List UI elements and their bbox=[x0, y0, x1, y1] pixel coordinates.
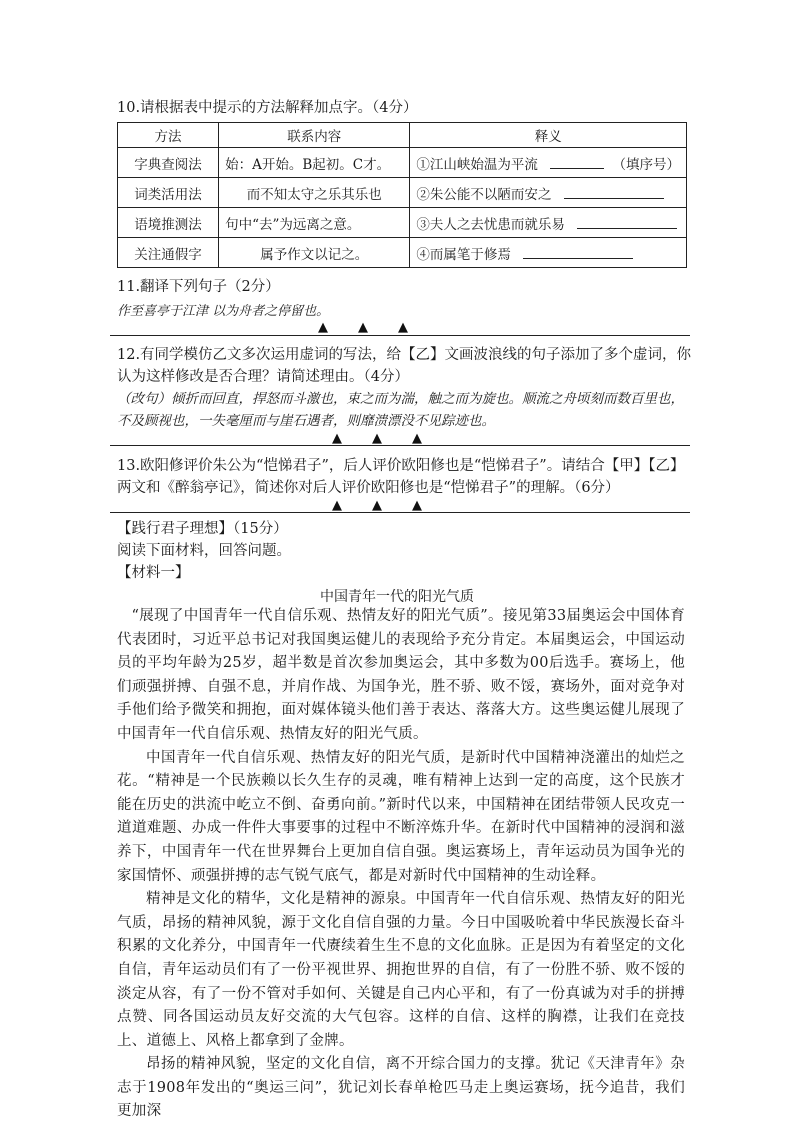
meaning-item: ③夫人之去忧患而就乐易 bbox=[416, 216, 565, 233]
meaning-item: ②朱公能不以陋而安之 bbox=[416, 186, 552, 203]
answer-space-marker bbox=[318, 320, 408, 335]
table-cell-meaning bbox=[410, 208, 687, 238]
triangle-icon: ▲ bbox=[318, 320, 328, 335]
answer-line bbox=[110, 335, 690, 336]
triangle-icon: ▲ bbox=[412, 498, 422, 513]
fill-hint: （填序号） bbox=[612, 156, 680, 173]
table-row bbox=[118, 208, 687, 238]
table-row bbox=[118, 178, 687, 208]
answer-line bbox=[110, 512, 690, 513]
article-paragraph: “展现了中国青年一代自信乐观、热情友好的阳光气质”。接见第33届奥运会中国体育代表团时，习近平总书记对我国奥运健儿的表现给予充分肯定。本届奥运会，中国运动员的平均年龄为25岁，超半数是首次参加奥运会，其中多数为00后选手。赛场上，他们顽强拼搏、自强不息，并肩作战、为国争光，胜不骄、败不馁，赛场外，面对竞争对手他们给予微笑和拥抱，面对媒体镜头他们善于表达、落落大方。这些奥运健儿展现了中国青年一代自信乐观、热情友好的阳光气质。 bbox=[117, 608, 685, 742]
handwritten-sentences: 作至喜亭于江津 以为舟者之停留也。 bbox=[117, 304, 330, 319]
article-paragraph: 精神是文化的精华，文化是精神的源泉。中国青年一代自信乐观、热情友好的阳光气质，昂扬的精神风貌，源于文化自信自强的力量。今日中国吸吮着中华民族漫长奋斗积累的文化养分，中国青年一代赓续着生生不息的文化血脉。正是因为有着坚定的文化自信，青年运动员们有了一份平视世界、拥抱世界的自信，有了一份胜不骄、败不馁的淡定从容，有了一份不管对手如何、关键是自己内心平和，有了一份真诚为对手的拼搏点赞、同各国运动员友好交流的大气包容。这样的自信、这样的胸襟，让我们在竞技上、道德上、风格上都拿到了金牌。 bbox=[117, 891, 685, 1049]
table-header-method: 方法 bbox=[118, 123, 219, 148]
question-10-prompt: 10.请根据表中提示的方法解释加点字。（4分） bbox=[117, 100, 418, 116]
table-row bbox=[118, 148, 687, 178]
answer-blank[interactable] bbox=[550, 156, 604, 169]
table-cell-method: 字典查阅法 bbox=[118, 148, 219, 178]
answer-space-marker bbox=[332, 498, 422, 513]
triangle-icon: ▲ bbox=[358, 320, 368, 335]
answer-line bbox=[110, 445, 690, 446]
answer-space-marker bbox=[332, 431, 422, 446]
table-header-row bbox=[118, 123, 687, 148]
table-header-meaning: 释义 bbox=[410, 123, 687, 148]
answer-blank[interactable] bbox=[577, 216, 677, 229]
triangle-icon: ▲ bbox=[372, 498, 382, 513]
question-11-prompt: 11.翻译下列句子（2分） bbox=[117, 279, 280, 295]
article-body bbox=[117, 605, 685, 1124]
article-paragraph: 昂扬的精神风貌，坚定的文化自信，离不开综合国力的支撑。犹记《天津青年》杂志于1908年发出的“奥运三问”，犹记刘长春单枪匹马走上奥运赛场，抚今追昔，我们更加深 bbox=[117, 1056, 685, 1120]
table-cell-method: 词类活用法 bbox=[118, 178, 219, 208]
table-cell-meaning bbox=[410, 178, 687, 208]
article-paragraph: 中国青年一代自信乐观、热情友好的阳光气质，是新时代中国精神浇灌出的灿烂之花。“精神是一个民族赖以长久生存的灵魂，唯有精神上达到一定的高度，这个民族才能在历史的洪流中屹立不倒、奋勇向前。”新时代以来，中国精神在团结带领人民攻克一道道难题、办成一件件大事要事的过程中不断淬炼升华。在新时代中国精神的浸润和滋养下，中国青年一代在世界舞台上更加自信自强。奥运赛场上，青年运动员为国争光的家国情怀、顽强拼搏的志气锐气底气，都是对新时代中国精神的生动诠释。 bbox=[117, 749, 685, 884]
section-title: 【践行君子理想】（15分） bbox=[117, 521, 288, 537]
table-cell-context: 始：A开始。B起初。C才。 bbox=[219, 148, 410, 178]
table-cell-context: 句中“去”为远离之意。 bbox=[219, 208, 410, 238]
table-cell-context: 属予作文以记之。 bbox=[219, 238, 410, 268]
material-label: 【材料一】 bbox=[117, 565, 190, 581]
article-title: 中国青年一代的阳光气质 bbox=[320, 589, 474, 605]
question-13-prompt: 13.欧阳修评价朱公为“恺悌君子”，后人评价欧阳修也是“恺悌君子”。请结合【甲】【乙】两文和《醉翁亭记》，简述你对后人评价欧阳修也是“恺悌君子”的理解。（6分） bbox=[117, 458, 685, 496]
triangle-icon: ▲ bbox=[332, 431, 342, 446]
meaning-item: ①江山峡始温为平流 bbox=[416, 156, 538, 173]
triangle-icon: ▲ bbox=[398, 320, 408, 335]
triangle-icon: ▲ bbox=[372, 431, 382, 446]
question-12-prompt: 12.有同学模仿乙文多次运用虚词的写法，给【乙】文画波浪线的句子添加了多个虚词，你认为这样修改是否合理？请简述理由。（4分） bbox=[117, 347, 692, 385]
answer-blank[interactable] bbox=[523, 246, 633, 259]
answer-blank[interactable] bbox=[564, 186, 664, 199]
table-header-context: 联系内容 bbox=[219, 123, 410, 148]
table-cell-context: 而不知太守之乐其乐也 bbox=[219, 178, 410, 208]
triangle-icon: ▲ bbox=[412, 431, 422, 446]
meaning-item: ④而属笔于修焉 bbox=[416, 246, 511, 263]
table-cell-meaning bbox=[410, 148, 687, 178]
table-row bbox=[118, 238, 687, 268]
section-instruction: 阅读下面材料，回答问题。 bbox=[117, 543, 291, 559]
table-cell-meaning bbox=[410, 238, 687, 268]
revised-sentence: （改句）倾折而回直，捍怒而斗激也，束之而为湍，触之而为旋也。顺流之舟顷刻而数百里也，不及顾视也，一失毫厘而与崖石遇者，则靡溃漂没不见踪迹也。 bbox=[117, 391, 684, 429]
triangle-icon: ▲ bbox=[332, 498, 342, 513]
table-cell-method: 语境推测法 bbox=[118, 208, 219, 238]
method-table bbox=[117, 122, 687, 268]
table-cell-method: 关注通假字 bbox=[118, 238, 219, 268]
